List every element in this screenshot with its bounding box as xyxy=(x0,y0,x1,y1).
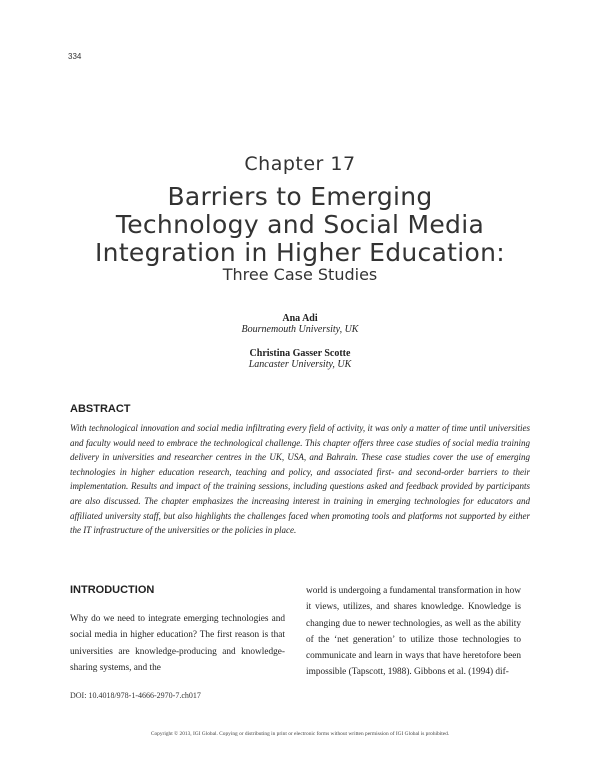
author-affiliation: Bournemouth University, UK xyxy=(241,324,359,335)
introduction-heading: INTRODUCTION xyxy=(70,584,155,596)
author-block xyxy=(0,348,600,370)
introduction-right-column: world is undergoing a fundamental transformation in how it views, utilizes, and shares knowledge. Knowledge is changing due to newer technologies, as well as the ability of the ‘net generation’ to utilize those technologies to communicate and learn in ways that have heretofore been impossible (Tapscott, 1988). Gibbons et al. (1994) dif- xyxy=(306,586,521,678)
page-number: 334 xyxy=(68,52,82,61)
copyright-notice: Copyright © 2013, IGI Global. Copying or distributing in print or electronic forms without written permission of IGI Global is prohibited. xyxy=(150,731,450,737)
chapter-title-line: Technology and Social Media xyxy=(115,210,485,239)
author-name: Christina Gasser Scotte xyxy=(249,348,351,359)
abstract-heading: ABSTRACT xyxy=(70,403,131,415)
author-block xyxy=(0,313,600,335)
chapter-title-line: Barriers to Emerging xyxy=(167,182,433,211)
doi: DOI: 10.4018/978-1-4666-2970-7.ch017 xyxy=(70,691,201,700)
author-affiliation: Lancaster University, UK xyxy=(248,359,352,370)
chapter-title-line: Integration in Higher Education: xyxy=(95,238,505,267)
chapter-label: Chapter 17 xyxy=(244,153,356,175)
chapter-title xyxy=(40,183,560,267)
abstract-body: With technological innovation and social media infiltrating every field of activity, it was only a matter of time until universities and faculty would need to embrace the technological challenge. This chapter offers three case studies of social media training delivery in universities and researcher centres in the UK, USA, and Bahrain. These case studies cover the use of emerging technologies in higher education research, teaching and policy, and associated first- and second-order barriers to their implementation. Results and impact of the training sessions, including questions asked and feedback provided by participants are also discussed. The chapter emphasizes the increasing interest in training in emerging technologies for educators and affiliated university staff, but also highlights the challenges faced when promoting tools and platforms not supported by either the IT infrastructure of the universities or the policies in place. xyxy=(70,423,530,536)
introduction-left-column: Why do we need to integrate emerging technologies and social media in higher education? The first reason is that universities are knowledge-producing and knowledge-sharing systems, and the xyxy=(70,614,285,673)
author-name: Ana Adi xyxy=(282,313,318,324)
chapter-subtitle: Three Case Studies xyxy=(222,265,378,284)
